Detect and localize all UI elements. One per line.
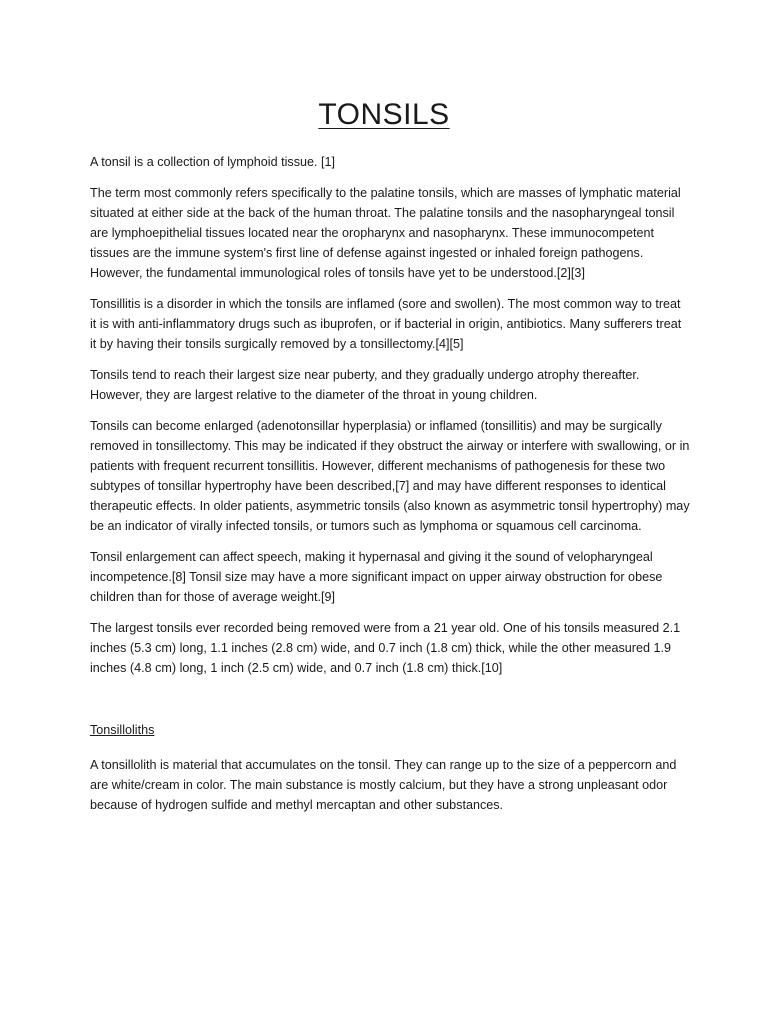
paragraph-enlargement: Tonsils can become enlarged (adenotonsillar hyperplasia) or inflamed (tonsillitis) and may be surgically removed in tonsillectomy. This may be indicated if they obstruct the airway or interfere with swallowing, or in patients with frequent recurrent tonsillitis. However, different mechanisms of pathogenesis for these two subtypes of tonsillar hypertrophy have been described,[7] and may have different responses to identical therapeutic effects. In older patients, asymmetric tonsils (also known as asymmetric tonsil hypertrophy) may be an indicator of virally infected tonsils, or tumors such as lymphoma or squamous cell carcinoma. xyxy=(90,419,690,533)
paragraph-tonsil-size: Tonsils tend to reach their largest size near puberty, and they gradually undergo atrophy thereafter. However, they are largest relative to the diameter of the throat in young children. xyxy=(90,368,640,402)
paragraph-palatine-tonsils: The term most commonly refers specifically to the palatine tonsils, which are masses of lymphatic material situated at either side at the back of the human throat. The palatine tonsils and the nasopharyngeal tonsil are lymphoepithelial tissues located near the oropharynx and nasopharynx. These immunocompetent tissues are the immune system's first line of defense against ingested or inhaled foreign pathogens. However, the fundamental immunological roles of tonsils have yet to be understood.[2][3] xyxy=(90,186,681,280)
paragraph-tonsillolith: A tonsillolith is material that accumulates on the tonsil. They can range up to the size of a peppercorn and are white/cream in color. The main substance is mostly calcium, but they have a strong unpleasant odor because of hydrogen sulfide and methyl mercaptan and other substances. xyxy=(90,758,677,812)
paragraph-largest-tonsils: The largest tonsils ever recorded being removed were from a 21 year old. One of his tonsils measured 2.1 inches (5.3 cm) long, 1.1 inches (2.8 cm) wide, and 0.7 inch (1.8 cm) thick, while the other measured 1.9 inches (4.8 cm) long, 1 inch (2.5 cm) wide, and 0.7 inch (1.8 cm) thick.[10] xyxy=(90,621,681,675)
section-heading-tonsilloliths: Tonsilloliths xyxy=(90,723,155,737)
paragraph-speech: Tonsil enlargement can affect speech, making it hypernasal and giving it the sound of velopharyngeal incompetence.[8] Tonsil size may have a more significant impact on upper airway obstruction for obese children than for those of average weight.[9] xyxy=(90,550,663,604)
document-body xyxy=(90,152,690,826)
paragraph-definition: A tonsil is a collection of lymphoid tissue. [1] xyxy=(90,155,335,169)
document-title: TONSILS xyxy=(318,98,450,131)
paragraph-tonsillitis: Tonsillitis is a disorder in which the tonsils are inflamed (sore and swollen). The most common way to treat it is with anti-inflammatory drugs such as ibuprofen, or if bacterial in origin, antibiotics. Many sufferers treat it by having their tonsils surgically removed by a tonsillectomy.[4][5] xyxy=(90,297,682,351)
